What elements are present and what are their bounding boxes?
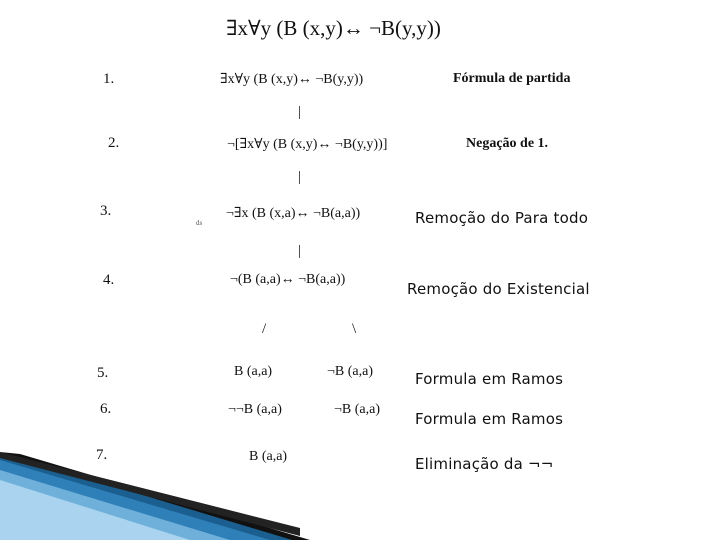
row-3-number: 3.: [100, 203, 112, 219]
row-2-note: Negação de 1.: [466, 136, 549, 151]
row-6-note: Formula em Ramos: [415, 410, 564, 428]
row-6-formula-left: ¬¬B (a,a): [228, 402, 282, 417]
row-5-number: 5.: [97, 365, 109, 381]
row-1-formula: ∃x∀y (B (x,y)↔ ¬B(y,y)): [220, 72, 364, 87]
row-6-formula-right: ¬B (a,a): [334, 402, 380, 417]
row-7-note: Eliminação da ¬¬: [415, 455, 554, 473]
row-2-formula: ¬[∃x∀y (B (x,y)↔ ¬B(y,y))]: [227, 137, 388, 152]
connector-1-2: |: [298, 104, 302, 120]
row-7-formula-left: B (a,a): [249, 449, 288, 464]
row-6-number: 6.: [100, 401, 112, 417]
row-4-formula: ¬(B (a,a)↔ ¬B(a,a)): [230, 272, 346, 287]
row-1-number: 1.: [103, 71, 115, 87]
connector-3-4: |: [298, 243, 302, 259]
row-4-number: 4.: [103, 272, 115, 288]
row-5-formula-left: B (a,a): [234, 364, 273, 379]
page-title: ∃x∀y (B (x,y)↔ ¬B(y,y)): [226, 16, 441, 40]
branch-left: /: [262, 321, 267, 337]
row-2-number: 2.: [108, 135, 120, 151]
tiny-mark: ds: [196, 219, 203, 227]
row-4-note: Remoção do Existencial: [407, 280, 590, 298]
row-3-formula: ¬∃x (B (x,a)↔ ¬B(a,a)): [226, 206, 361, 221]
row-1-note: Fórmula de partida: [453, 71, 571, 86]
row-7-number: 7.: [96, 447, 108, 463]
connector-2-3: |: [298, 169, 302, 185]
branch-right: \: [352, 321, 357, 337]
row-3-note: Remoção do Para todo: [415, 209, 589, 227]
row-5-note: Formula em Ramos: [415, 370, 564, 388]
row-5-formula-right: ¬B (a,a): [327, 364, 373, 379]
